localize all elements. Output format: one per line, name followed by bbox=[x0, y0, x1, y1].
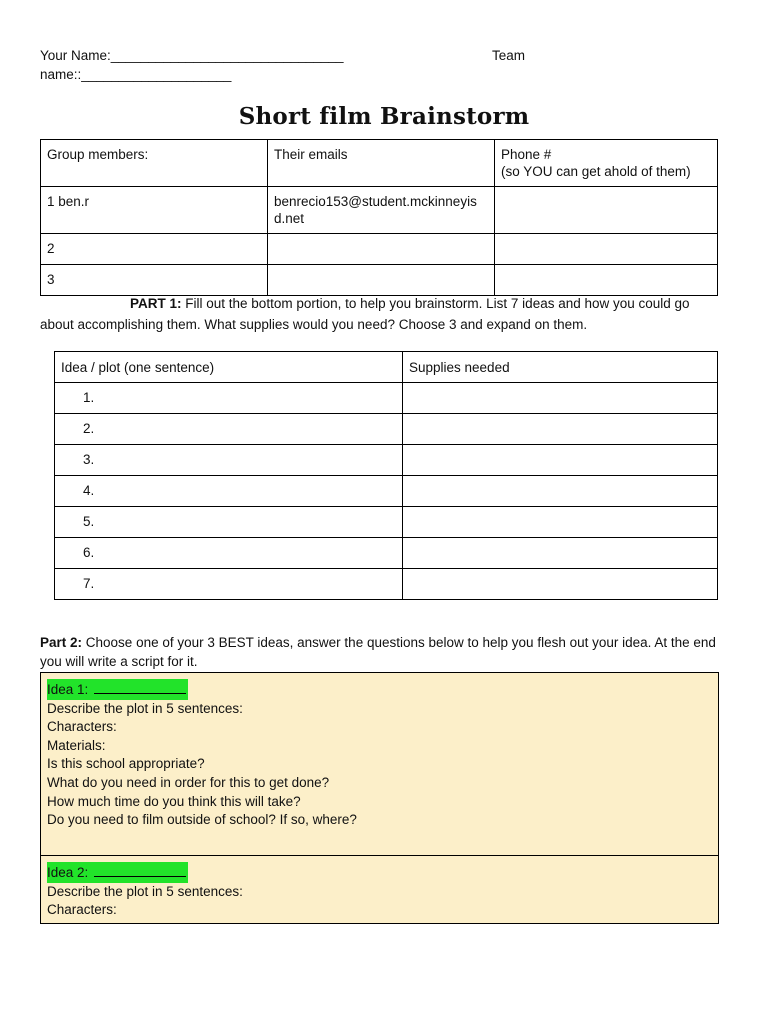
table-row bbox=[55, 507, 718, 538]
part2-text: Choose one of your 3 BEST ideas, answer the questions below to help you flesh out your idea. At the end you will write a script for it. bbox=[40, 635, 716, 669]
table-row bbox=[55, 538, 718, 569]
team-name-field[interactable]: name::____________________ bbox=[40, 67, 232, 82]
phone-cell[interactable] bbox=[495, 234, 718, 265]
member-cell[interactable]: 1 ben.r bbox=[41, 187, 268, 234]
member-cell[interactable]: 3 bbox=[41, 265, 268, 296]
table-header-row bbox=[55, 352, 718, 383]
team-label: Team bbox=[492, 48, 526, 63]
group-members-table bbox=[40, 139, 718, 296]
question-line: What do you need in order for this to get done? bbox=[47, 774, 330, 790]
idea-cell[interactable]: 4. bbox=[55, 476, 403, 507]
table-row bbox=[55, 476, 718, 507]
supplies-cell[interactable] bbox=[403, 445, 718, 476]
idea-cell[interactable]: 2. bbox=[55, 414, 403, 445]
question-line: Characters: bbox=[47, 902, 117, 918]
table-row bbox=[55, 383, 718, 414]
table-header-cell: Their emails bbox=[268, 140, 495, 187]
question-line: Describe the plot in 5 sentences: bbox=[47, 883, 243, 899]
email-cell[interactable] bbox=[268, 265, 495, 296]
idea-cell[interactable]: 1. bbox=[55, 383, 403, 414]
question-line: Describe the plot in 5 sentences: bbox=[47, 700, 243, 716]
question-line: Characters: bbox=[47, 719, 117, 735]
supplies-cell[interactable] bbox=[403, 507, 718, 538]
table-row bbox=[41, 265, 718, 296]
supplies-cell[interactable] bbox=[403, 414, 718, 445]
table-row bbox=[55, 569, 718, 600]
supplies-cell[interactable] bbox=[403, 383, 718, 414]
part1-text: Fill out the bottom portion, to help you brainstorm. List 7 ideas and how you could go about accomplishing them. What supplies would you need? Choose 3 and expand on them. bbox=[40, 296, 690, 332]
supplies-cell[interactable] bbox=[403, 538, 718, 569]
table-row bbox=[55, 414, 718, 445]
table-header-cell: Phone # (so YOU can get ahold of them) bbox=[495, 140, 718, 187]
part2-label: Part 2: bbox=[40, 635, 83, 650]
table-header-cell: Idea / plot (one sentence) bbox=[55, 352, 403, 383]
idea-cell[interactable]: 7. bbox=[55, 569, 403, 600]
table-header-cell: Supplies needed bbox=[403, 352, 718, 383]
supplies-cell[interactable] bbox=[403, 476, 718, 507]
name-line bbox=[40, 46, 728, 86]
question-line: How much time do you think this will take? bbox=[47, 793, 301, 809]
idea-blank-line[interactable] bbox=[94, 862, 186, 877]
ideas-table bbox=[54, 351, 718, 600]
email-cell[interactable]: benrecio153@student.mckinneyisd.net bbox=[268, 187, 495, 234]
phone-cell[interactable] bbox=[495, 187, 718, 234]
table-row bbox=[41, 234, 718, 265]
idea-box-1[interactable] bbox=[40, 672, 719, 857]
part1-label: PART 1: bbox=[130, 296, 182, 311]
part2-instructions bbox=[40, 633, 720, 671]
member-cell[interactable]: 2 bbox=[41, 234, 268, 265]
idea-cell[interactable]: 5. bbox=[55, 507, 403, 538]
table-header-row bbox=[41, 140, 718, 187]
idea-box-2[interactable] bbox=[40, 855, 719, 924]
page-title: Short film Brainstorm bbox=[238, 103, 530, 130]
question-line: Do you need to film outside of school? If so, where? bbox=[47, 812, 357, 828]
question-line: Materials: bbox=[47, 737, 106, 753]
your-name-field[interactable]: Your Name:_______________________________ bbox=[40, 48, 344, 63]
idea-heading: Idea 1: bbox=[47, 679, 188, 700]
idea-cell[interactable]: 6. bbox=[55, 538, 403, 569]
table-header-cell: Group members: bbox=[41, 140, 268, 187]
email-cell[interactable] bbox=[268, 234, 495, 265]
supplies-cell[interactable] bbox=[403, 569, 718, 600]
idea-heading: Idea 2: bbox=[47, 862, 188, 883]
table-row bbox=[55, 445, 718, 476]
question-line: Is this school appropriate? bbox=[47, 756, 205, 772]
phone-cell[interactable] bbox=[495, 265, 718, 296]
table-row bbox=[41, 187, 718, 234]
idea-cell[interactable]: 3. bbox=[55, 445, 403, 476]
part1-instructions bbox=[40, 293, 720, 335]
idea-blank-line[interactable] bbox=[94, 679, 186, 694]
